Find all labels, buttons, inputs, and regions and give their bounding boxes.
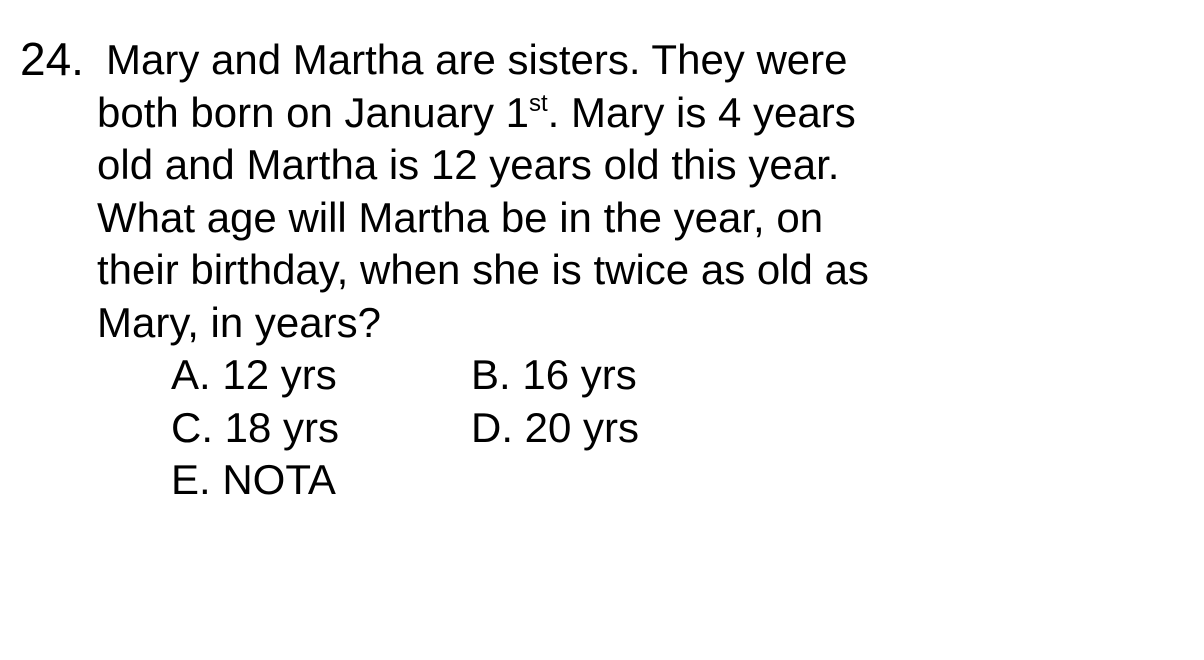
choice-b: B. 16 yrs: [471, 351, 637, 398]
question-text-line-5: their birthday, when she is twice as old as: [97, 246, 869, 293]
question-text-line-2-end: . Mary is 4 years: [547, 89, 856, 136]
choice-c: C. 18 yrs: [171, 404, 340, 451]
choice-e: E. NOTA: [171, 456, 336, 503]
ordinal-superscript: st: [528, 90, 548, 117]
question-text-line-2: [97, 87, 856, 139]
choice-d: D. 20 yrs: [471, 404, 640, 451]
choice-a: A. 12 yrs: [171, 351, 337, 398]
question-text-line-6: Mary, in years?: [97, 299, 381, 346]
question-text-line-3: old and Martha is 12 years old this year.: [97, 141, 840, 188]
question-text-line-2-start: both born on January 1: [97, 89, 529, 136]
question-number: 24.: [20, 33, 84, 85]
question-text-line-1: Mary and Martha are sisters. They were: [106, 36, 848, 83]
question-text-line-4: What age will Martha be in the year, on: [97, 194, 824, 241]
